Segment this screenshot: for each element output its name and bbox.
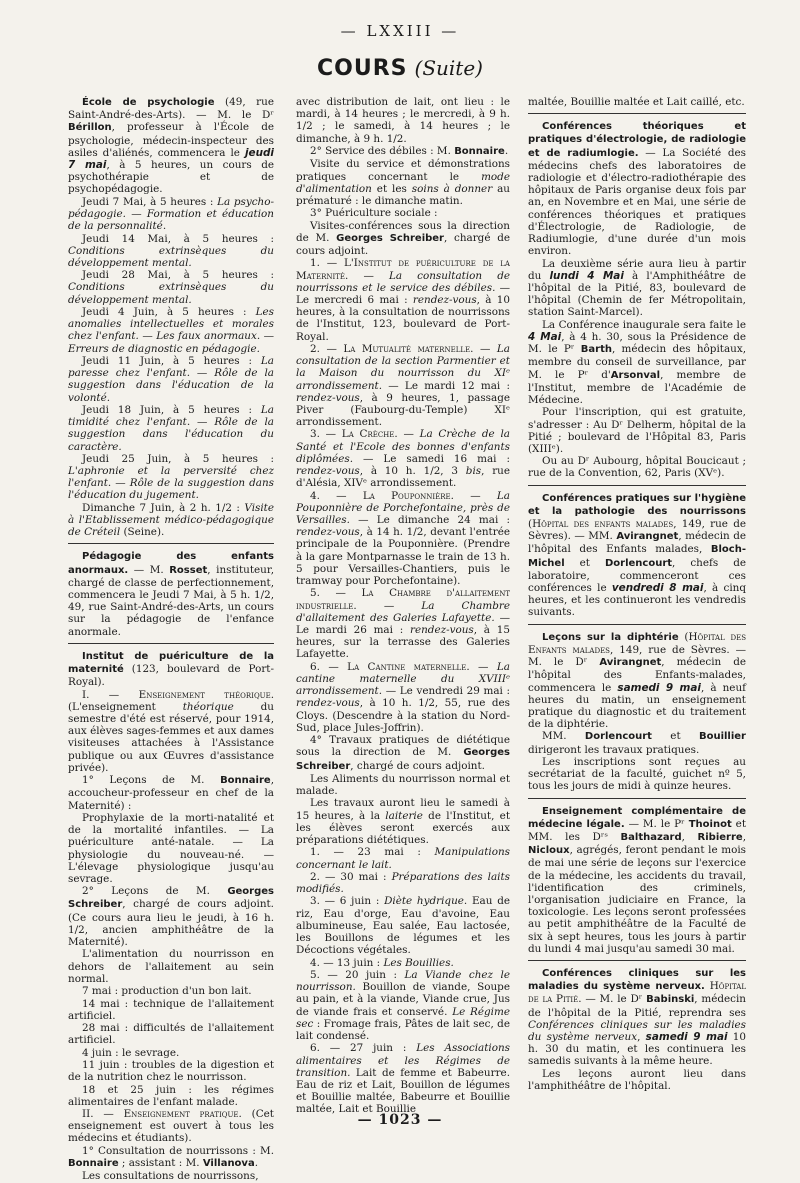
section-divider bbox=[528, 113, 746, 114]
section-heading: École de psychologie bbox=[82, 97, 215, 108]
body-paragraph: 1. — 23 mai : Manipulations concernant le lait. bbox=[296, 846, 510, 871]
body-paragraph: Jeudi 14 Mai, à 5 heures : Conditions extrinsèques du développement mental. bbox=[68, 232, 274, 269]
body-paragraph: Ou au Dʳ Aubourg, hôpital Boucicaut ; rue de la Convention, 62, Paris (XVᵉ). bbox=[528, 455, 746, 480]
section-divider bbox=[68, 643, 274, 644]
body-paragraph: La deuxième série aura lieu à partir du lundi 4 Mai à l'Amphithéâtre de l'hôpital de la Pitié, 83, boulevard de l'hôpital (Chemin de fer Métropolitain, station Saint-Marcel). bbox=[528, 257, 746, 319]
body-paragraph: Jeudi 11 Juin, à 5 heures : La paresse chez l'enfant. — Rôle de la suggestion dans l'éducation de la volonté. bbox=[68, 354, 274, 404]
column-middle bbox=[296, 96, 511, 1116]
body-paragraph: Pour l'inscription, qui est gratuite, s'adresser : Au Dʳ Delherm, hôpital de la Pitié ; boulevard de l'Hôpital 83, Paris (XIIIᵉ). bbox=[528, 406, 746, 455]
body-paragraph: 2° Leçons de M. Georges Schreiber, chargé de cours adjoint. (Ce cours aura lieu le jeudi, à 16 h. 1/2, ancien amphithéâtre de la Maternité). bbox=[68, 885, 274, 949]
body-paragraph: 3. — 6 juin : Diète hydrique. Eau de riz, Eau d'orge, Eau d'avoine, Eau albumineuse, Eau salée, Eau lactosée, les Bouillons de légumes et les Décoctions végétales. bbox=[296, 895, 510, 957]
body-paragraph: 14 mai : technique de l'allaitement artificiel. bbox=[68, 997, 274, 1022]
body-paragraph: 4° Travaux pratiques de diététique sous la direction de M. Georges Schreiber, chargé de cours adjoint. bbox=[296, 734, 510, 772]
section-divider bbox=[68, 543, 274, 544]
body-paragraph: 5. — La Chambre d'allaitement industrielle. — La Chambre d'allaitement des Galeries Lafayette. — Le mardi 26 mai : rendez-vous, à 15 heures, sur la terrasse des Galeries Lafayette. bbox=[296, 587, 511, 661]
body-paragraph: Jeudi 28 Mai, à 5 heures : Conditions extrinsèques du développement mental. bbox=[68, 269, 274, 306]
title-suffix: (Suite) bbox=[414, 56, 483, 80]
body-paragraph: 1° Consultation de nourrissons : M. Bonnaire ; assistant : M. Villanova. bbox=[68, 1144, 274, 1170]
section-title bbox=[0, 56, 800, 81]
body-paragraph: Jeudi 4 Juin, à 5 heures : Les anomalies intellectuelles et morales chez l'enfant. — Les faux anormaux. — Erreurs de diagnostic en pédagogie. bbox=[68, 306, 274, 355]
roman-page-header: — LXXIII — bbox=[340, 22, 460, 40]
body-paragraph: 3° Puériculture sociale : bbox=[310, 207, 438, 220]
body-paragraph: 28 mai : difficultés de l'allaitement artificiel. bbox=[68, 1022, 274, 1047]
body-paragraph: 18 et 25 juin : les régimes alimentaires de l'enfant malade. bbox=[68, 1083, 274, 1108]
body-paragraph: Les Aliments du nourrisson normal et malade. bbox=[296, 772, 510, 798]
body-paragraph: La Conférence inaugurale sera faite le 4 Mai, à 4 h. 30, sous la Présidence de M. le Pʳ Barth, médecin des hôpitaux, membre du conseil de surveillance, par M. le Pʳ d'Arsonval, membre de l'Institut, membre de l'Académie de Médecine. bbox=[528, 318, 746, 406]
body-paragraph: 4. — 13 juin : Les Bouillies. bbox=[310, 956, 454, 969]
title-main: COURS bbox=[317, 56, 408, 81]
page-number: — 1023 — bbox=[357, 1112, 443, 1128]
section-heading-paragraph: Conférences théoriques et pratiques d'électrologie, de radiologie et de radiumlogie. — La Société des médecins chefs des laboratoires de radiologie et d'électro-radiothérapie des hôpitaux de Paris organise deux fois par an, en Novembre et en Mai, une série de conférences théoriques et pratiques d'Électrologie, de Radiologie, de Radiumlogie, d'une durée d'un mois environ. bbox=[528, 121, 746, 258]
body-paragraph: Dimanche 7 Juin, à 2 h. 1/2 : Visite à l'Etablissement médico-pédagogique de Créteil (Seine). bbox=[68, 501, 274, 539]
body-paragraph: Visites-conférences sous la direction de M. Georges Schreiber, chargé de cours adjoint. bbox=[296, 219, 510, 257]
body-paragraph: Prophylaxie de la morti-natalité et de la mortalité infantiles. — La puériculture anté-natale. — La physiologie du nouveau-né. — L'élevage physiologique jusqu'au sevrage. bbox=[68, 811, 274, 885]
body-paragraph: 7 mai : production d'un bon lait. bbox=[82, 985, 252, 998]
body-paragraph: II. — Enseignement pratique. (Cet enseignement est ouvert à tous les médecins et étudiants). bbox=[68, 1108, 274, 1145]
body-paragraph: 2° Service des débiles : M. Bonnaire. bbox=[310, 144, 509, 157]
body-paragraph: MM. Dorlencourt et Bouillier dirigeront les travaux pratiques. bbox=[528, 730, 746, 756]
section-divider bbox=[528, 485, 746, 486]
section-heading-paragraph: Leçons sur la diphtérie (Hôpital des Enfants malades, 149, rue de Sèvres. — M. le Dʳ Avirangnet, médecin de l'hôpital des Enfants-malades, commencera le samedi 9 mai, à neuf heures du matin, un enseignement pratique du diagnostic et du traitement de la diphtérie. bbox=[528, 630, 747, 731]
body-paragraph: 11 juin : troubles de la digestion et de la nutrition chez le nourrisson. bbox=[68, 1058, 274, 1084]
section-heading-paragraph: Enseignement complémentaire de médecine légale. — M. le Pʳ Thoinot et MM. les Dʳˢ Balthazard, Ribierre, Nicloux, agrégés, feront pendant le mois de mai une série de leçons sur l'exercice de la médecine, les accidents du travail, l'identification des criminels, l'organisation judiciaire en France, la toxicologie. Les leçons seront professées au petit amphithéâtre de la Faculté de six à sept heures, tous les jours à partir du lundi 4 mai jusqu'au samedi 30 mai. bbox=[528, 805, 747, 955]
body-paragraph: 2. — 30 mai : Préparations des laits modifiés. bbox=[296, 870, 510, 896]
body-paragraph: Les leçons auront lieu dans l'amphithéâtre de l'hôpital. bbox=[528, 1067, 746, 1093]
body-paragraph: 6. — La Cantine maternelle. — La cantine maternelle du XVIIIᵉ arrondissement. — Le vendredi 29 mai : rendez-vous, à 10 h. 1/2, 55, rue des Cloys. (Descendre à la station du Nord-Sud, place Jules-Joffrin). bbox=[296, 660, 510, 734]
body-paragraph: 6. — 27 juin : Les Associations alimentaires et les Régimes de transition. Lait de femme et Babeurre. Eau de riz et Lait, Bouillon de légumes et Bouillie maltée, Babeurre et Bouillie maltée, Lait et Bouillie bbox=[296, 1042, 510, 1116]
body-paragraph: Les travaux auront lieu le samedi à 15 heures, à la laiterie de l'Institut, et les élèves seront exercés aux préparations diététiques. bbox=[296, 797, 510, 847]
section-divider bbox=[528, 798, 746, 799]
body-paragraph: Jeudi 7 Mai, à 5 heures : La psycho-pédagogie. — Formation et éducation de la personnalité. bbox=[68, 195, 274, 233]
section-heading-paragraph: Pédagogie des enfants anormaux. — M. Rosset, instituteur, chargé de classe de perfectionnement, commencera le Jeudi 7 Mai, à 5 h. 1/2, 49, rue Saint-André-des-Arts, un cours sur la pédagogie de l'enfance anormale. bbox=[68, 551, 274, 638]
start-date: jeudi 7 mai bbox=[68, 146, 274, 172]
body-paragraph: Visite du service et démonstrations pratiques concernant le mode d'alimentation et les soins à donner au prématuré : le dimanche matin. bbox=[296, 158, 510, 207]
body-paragraph: avec distribution de lait, ont lieu : le mardi, à 14 heures ; le mercredi, à 9 h. 1/2 ; le samedi, à 14 heures ; le dimanche, à 9 h. 1/2. bbox=[296, 96, 510, 145]
body-paragraph: 1. — L'Institut de puériculture de la Maternité. — La consultation de nourrissons et le service des débiles. — Le mercredi 6 mai : rendez-vous, à 10 heures, à la consultation de nourrissons de l'Institut, 123, boulevard de Port-Royal. bbox=[296, 257, 511, 343]
body-paragraph: 4 juin : le sevrage. bbox=[82, 1046, 180, 1059]
body-paragraph: L'alimentation du nourrisson en dehors de l'allaitement au sein normal. bbox=[68, 948, 274, 985]
person-name: Bérillon bbox=[68, 122, 112, 134]
section-heading-paragraph: École de psychologie (49, rue Saint-André-des-Arts). — M. le Dʳ Bérillon, professeur à l'École de psychologie, médecin-inspecteur des asiles d'aliénés, commencera le jeudi 7 mai, à 5 heures, un cours de psychothérapie et de psychopédagogie. bbox=[68, 96, 274, 196]
column-left bbox=[68, 96, 274, 1183]
body-paragraph: Les consultations de nourrissons, bbox=[82, 1170, 259, 1183]
body-paragraph: 4. — La Pouponnière. — La Pouponnière de Porchefontaine, près de Versailles. — Le dimanche 24 mai : rendez-vous, à 14 h. 1/2, devant l'entrée principale de la Pouponnière. (Prendre à la gare Montparnasse le train de 13 h. 5 pour Versailles-Chantiers, puis le tramway pour Porchefontaine). bbox=[296, 489, 510, 588]
section-divider bbox=[528, 960, 746, 961]
column-right bbox=[528, 96, 746, 1102]
body-paragraph: Les inscriptions sont reçues au secrétariat de la faculté, guichet nº 5, tous les jours de midi à quinze heures. bbox=[528, 756, 746, 793]
section-heading-paragraph: Conférences pratiques sur l'hygiène et la pathologie des nourrissons (Hôpital des enfants malades, 149, rue de Sèvres). — MM. Avirangnet, médecin de l'hôpital des Enfants malades, Bloch-Michel et Dorlencourt, chefs de laboratoire, commenceront ces conférences le vendredi 8 mai, à cinq heures, et les continueront les vendredis suivants. bbox=[528, 492, 746, 619]
section-divider bbox=[528, 624, 746, 625]
body-paragraph: 5. — 20 juin : La Viande chez le nourrisson. Bouillon de viande, Soupe au pain, et à la viande, Viande crue, Jus de viande frais et conservé. Le Régime sec : Fromage frais, Pâtes de lait sec, de lait condensé. bbox=[296, 968, 510, 1042]
body-paragraph: I. — Enseignement théorique. (L'enseignement théorique du semestre d'été est réservé, pour 1914, aux élèves sages-femmes et aux dames visiteuses attachées à l'Assistance publique ou aux Œuvres d'assistance privée). bbox=[68, 688, 274, 774]
body-paragraph: 1° Leçons de M. Bonnaire, accoucheur-professeur en chef de la Maternité) : bbox=[68, 774, 274, 812]
body-paragraph: maltée, Bouillie maltée et Lait caillé, etc. bbox=[528, 96, 745, 108]
body-paragraph: Jeudi 18 Juin, à 5 heures : La timidité chez l'enfant. — Rôle de la suggestion dans l'éducation du caractère. bbox=[68, 403, 274, 453]
body-paragraph: Jeudi 25 Juin, à 5 heures : L'aphronie et la perversité chez l'enfant. — Rôle de la suggestion dans l'éducation du jugement. bbox=[68, 452, 274, 502]
section-heading-paragraph: Institut de puériculture de la maternité (123, boulevard de Port-Royal). bbox=[68, 650, 274, 689]
section-heading-paragraph: Conférences cliniques sur les maladies du système nerveux. Hôpital de la Pitié. — M. le Dʳ Babinski, médecin de l'hôpital de la Pitié, reprendra ses Conférences cliniques sur les maladies du système nerveux, samedi 9 mai 10 h. 30 du matin, et les continuera les samedis suivants à la même heure. bbox=[528, 968, 746, 1068]
body-paragraph: 3. — La Crèche. — La Crèche de la Santé et l'Ecole des bonnes d'enfants diplômées. — Le samedi 16 mai : rendez-vous, à 10 h. 1/2, 3 bis, rue d'Alésia, XIVᵉ arrondissement. bbox=[296, 428, 511, 490]
body-paragraph: 2. — La Mutualité maternelle. — La consultation de la section Parmentier et la Maison du nourrisson du XIᵉ arrondissement. — Le mardi 12 mai : rendez-vous, à 9 heures, 1, passage Piver (Faubourg-du-Temple) XIᵉ arrondissement. bbox=[296, 342, 510, 429]
